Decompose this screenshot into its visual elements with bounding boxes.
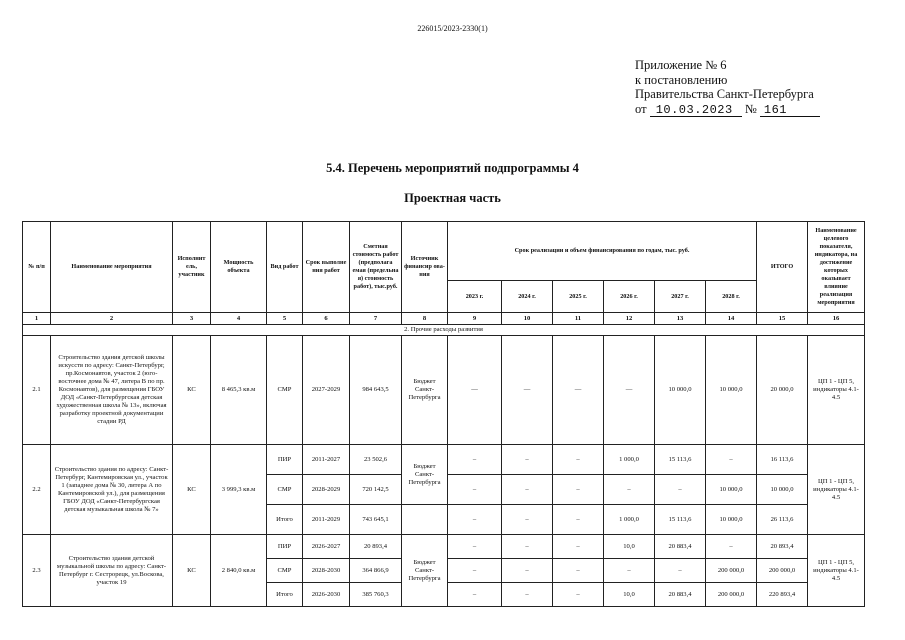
header-term: Срок выполне ния работ — [303, 222, 350, 313]
term: 2026-2027 — [303, 535, 350, 559]
col-number: 11 — [553, 313, 604, 325]
year-2024-value: – — [502, 535, 553, 559]
year-2024-value: – — [502, 505, 553, 535]
year-2024-value: — — [502, 336, 553, 445]
row-number: 2.1 — [23, 336, 51, 445]
total-value: 20 000,0 — [757, 336, 808, 445]
resolution-date: 10.03.2023 — [650, 104, 742, 117]
header-name: Наименование мероприятия — [51, 222, 173, 313]
year-2028-value: 10 000,0 — [706, 475, 757, 505]
funding-source: Бюджет Санкт-Петербурга — [402, 535, 448, 607]
page-title: 5.4. Перечень мероприятий подпрограммы 4 — [326, 161, 579, 175]
indicator: ЦП 1 - ЦП 5, индикаторы 4.1-4.5 — [808, 535, 865, 607]
year-2026-value: 10,0 — [604, 535, 655, 559]
term: 2027-2029 — [303, 336, 350, 445]
year-2026-value: – — [604, 475, 655, 505]
header-indicator: Наименование целевого показателя, индикатора, на достижение которых оказывает влияние реализация мероприятия — [808, 222, 865, 313]
work-type: СМР — [267, 475, 303, 505]
year-2024-value: – — [502, 475, 553, 505]
year-2024-value: – — [502, 559, 553, 583]
term: 2011-2027 — [303, 445, 350, 475]
col-number: 3 — [173, 313, 211, 325]
col-number: 10 — [502, 313, 553, 325]
section-title: 2. Прочие расходы развития — [23, 325, 865, 336]
col-number: 7 — [350, 313, 402, 325]
year-2027-value: 15 113,6 — [655, 445, 706, 475]
funding-source-empty — [402, 505, 448, 535]
year-2024-value: – — [502, 445, 553, 475]
header-row-1 — [23, 222, 865, 281]
year-2028-value: – — [706, 445, 757, 475]
year-2025-value: – — [553, 559, 604, 583]
header-year-2026: 2026 г. — [604, 281, 655, 313]
row-number: 2.3 — [23, 535, 51, 607]
appendix-line-3: Правительства Санкт-Петербурга — [635, 87, 814, 101]
total-value: 220 893,4 — [757, 583, 808, 607]
year-2025-value: – — [553, 505, 604, 535]
year-2023-value: – — [448, 505, 502, 535]
total-value: 200 000,0 — [757, 559, 808, 583]
header-year-2027: 2027 г. — [655, 281, 706, 313]
document-number: 226015/2023-2330(1) — [417, 24, 488, 33]
header-source: Источник финансир ова-ния — [402, 222, 448, 313]
cost: 23 502,6 — [350, 445, 402, 475]
year-2026-value: – — [604, 559, 655, 583]
year-2028-value: – — [706, 535, 757, 559]
year-2027-value: 20 883,4 — [655, 583, 706, 607]
header-num: № п/п — [23, 222, 51, 313]
page-subtitle: Проектная часть — [404, 191, 501, 205]
measure-name: Строительство здания по адресу: Санкт-Петербург, Кантемировская ул., участок 1 (западнее дома № 30, литера А по Кантемировской ул.), для размещения ГБОУ ДОД «Санкт-Петербургская детская музыкальная школа № 7» — [51, 445, 173, 535]
col-number: 2 — [51, 313, 173, 325]
term: 2028-2029 — [303, 475, 350, 505]
year-2023-value: – — [448, 475, 502, 505]
year-2028-value: 200 000,0 — [706, 559, 757, 583]
cost: 743 645,1 — [350, 505, 402, 535]
work-type: ПИР — [267, 445, 303, 475]
year-2028-value: 10 000,0 — [706, 336, 757, 445]
total-value: 16 113,6 — [757, 445, 808, 475]
cost: 364 866,9 — [350, 559, 402, 583]
funding-source: Бюджет Санкт-Петербурга — [402, 445, 448, 505]
work-type: СМР — [267, 559, 303, 583]
year-2028-value: 200 000,0 — [706, 583, 757, 607]
column-number-row — [23, 313, 865, 325]
col-number: 8 — [402, 313, 448, 325]
year-2027-value: – — [655, 559, 706, 583]
resolution-number: 161 — [760, 104, 820, 117]
year-2025-value: – — [553, 475, 604, 505]
year-2024-value: – — [502, 583, 553, 607]
total-value: 20 893,4 — [757, 535, 808, 559]
indicator: ЦП 1 - ЦП 5, индикаторы 4.1-4.5 — [808, 336, 865, 445]
appendix-line-2: к постановлению — [635, 72, 728, 87]
term: 2011-2029 — [303, 505, 350, 535]
executor: КС — [173, 535, 211, 607]
col-number: 13 — [655, 313, 706, 325]
measure-name: Строительство здания детской музыкальной школы по адресу: Санкт-Петербург г. Сестрорецк, ул.Воскова, участок 19 — [51, 535, 173, 607]
year-2025-value: – — [553, 445, 604, 475]
col-number: 9 — [448, 313, 502, 325]
cost: 720 142,5 — [350, 475, 402, 505]
header-cost: Сметная стоимость работ (предполага емая (предельна я) стоимость работ), тыс.руб. — [350, 222, 402, 313]
executor: КС — [173, 445, 211, 535]
year-2025-value: – — [553, 583, 604, 607]
row-number: 2.2 — [23, 445, 51, 535]
col-number: 4 — [211, 313, 267, 325]
col-number: 12 — [604, 313, 655, 325]
work-type: Итого — [267, 505, 303, 535]
header-total: ИТОГО — [757, 222, 808, 313]
table-row — [23, 535, 865, 559]
capacity: 2 840,0 кв.м — [211, 535, 267, 607]
year-2027-value: 15 113,6 — [655, 505, 706, 535]
total-value: 10 000,0 — [757, 475, 808, 505]
header-work-type: Вид работ — [267, 222, 303, 313]
year-2025-value: — — [553, 336, 604, 445]
col-number: 1 — [23, 313, 51, 325]
year-2027-value: 20 883,4 — [655, 535, 706, 559]
col-number: 14 — [706, 313, 757, 325]
year-2025-value: – — [553, 535, 604, 559]
year-2028-value: 10 000,0 — [706, 505, 757, 535]
measures-table — [22, 221, 865, 607]
capacity: 3 999,3 кв.м — [211, 445, 267, 535]
cost: 385 760,3 — [350, 583, 402, 607]
year-2023-value: – — [448, 445, 502, 475]
table-row — [23, 336, 865, 445]
section-row — [23, 325, 865, 336]
executor: КС — [173, 336, 211, 445]
year-2023-value: – — [448, 535, 502, 559]
col-number: 6 — [303, 313, 350, 325]
term: 2028-2030 — [303, 559, 350, 583]
header-year-2028: 2028 г. — [706, 281, 757, 313]
year-2026-value: — — [604, 336, 655, 445]
appendix-block — [635, 58, 820, 117]
year-2027-value: – — [655, 475, 706, 505]
header-year-2025: 2025 г. — [553, 281, 604, 313]
header-year-2023: 2023 г. — [448, 281, 502, 313]
year-2026-value: 1 000,0 — [604, 505, 655, 535]
funding-source: Бюджет Санкт-Петербурга — [402, 336, 448, 445]
header-period: Срок реализации и объем финансирования по годам, тыс. руб. — [448, 222, 757, 281]
work-type: ПИР — [267, 535, 303, 559]
work-type: Итого — [267, 583, 303, 607]
total-value: 26 113,6 — [757, 505, 808, 535]
header-executor: Исполнит ель, участник — [173, 222, 211, 313]
work-type: СМР — [267, 336, 303, 445]
header-year-2024: 2024 г. — [502, 281, 553, 313]
measure-name: Строительство здания детской школы искусств по адресу: Санкт-Петербург, пр.Космонавтов, участок 2 (юго-восточнее дома № 47, литера В по пр. Космонавтов), для размещения ГБОУ ДОД «Санкт-Петербургская детская художественная школа № 13», включая разработку проектной документации стадии РД — [51, 336, 173, 445]
col-number: 15 — [757, 313, 808, 325]
table-row — [23, 445, 865, 475]
year-2023-value: – — [448, 559, 502, 583]
year-2026-value: 10,0 — [604, 583, 655, 607]
year-2026-value: 1 000,0 — [604, 445, 655, 475]
cost: 984 643,5 — [350, 336, 402, 445]
year-2027-value: 10 000,0 — [655, 336, 706, 445]
cost: 20 893,4 — [350, 535, 402, 559]
capacity: 8 465,3 кв.м — [211, 336, 267, 445]
from-label: от — [635, 101, 647, 116]
year-2023-value: – — [448, 583, 502, 607]
appendix-date-line — [635, 102, 820, 117]
year-2023-value: — — [448, 336, 502, 445]
col-number: 5 — [267, 313, 303, 325]
appendix-line-1: Приложение № 6 — [635, 58, 727, 72]
number-label: № — [744, 101, 757, 116]
indicator: ЦП 1 - ЦП 5, индикаторы 4.1-4.5 — [808, 445, 865, 535]
col-number: 16 — [808, 313, 865, 325]
header-capacity: Мощность объекта — [211, 222, 267, 313]
term: 2026-2030 — [303, 583, 350, 607]
